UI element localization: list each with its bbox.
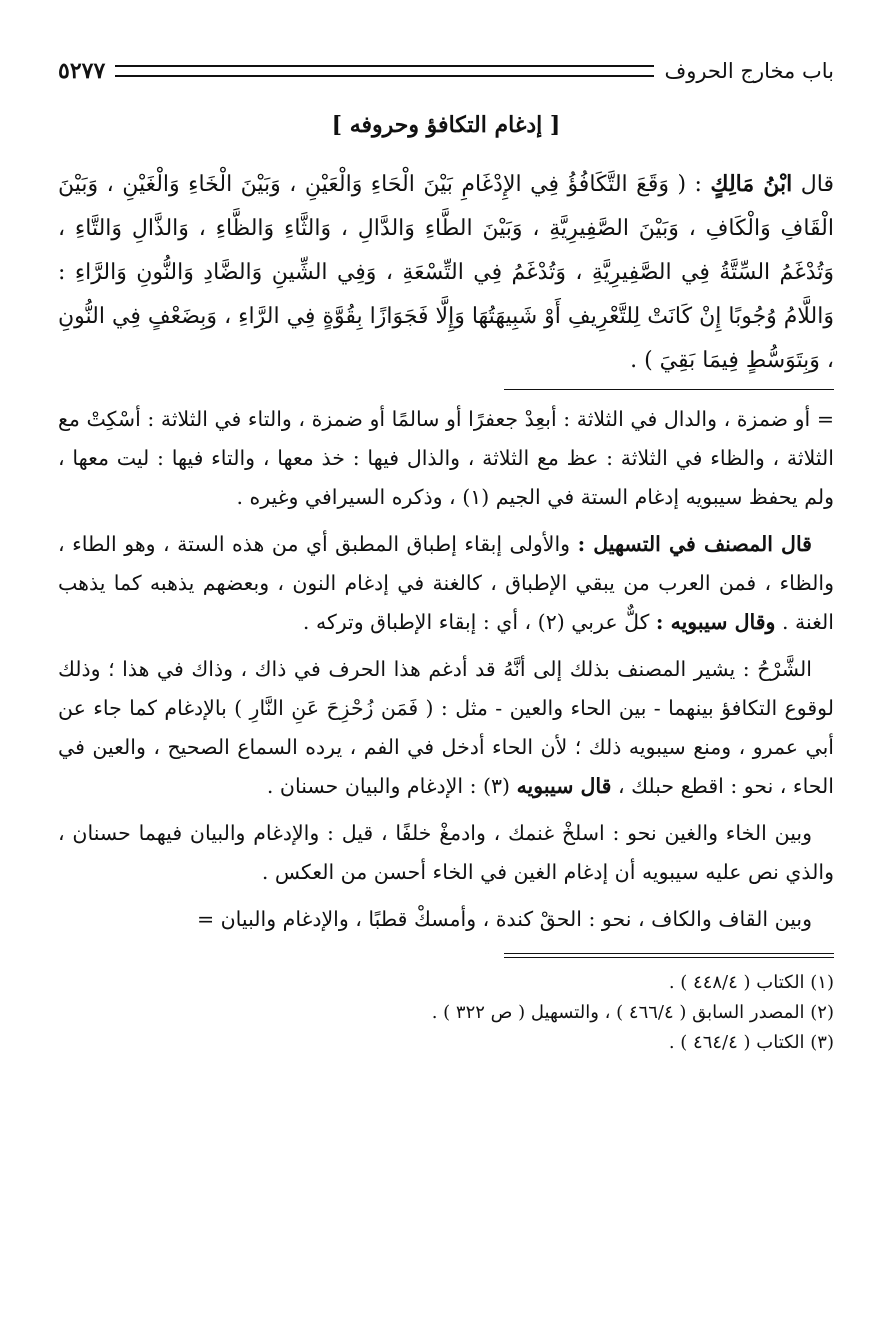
verse-body: : ( وَقَعَ التَّكَافُؤُ فِي الإِدْغَامِ بَيْنَ الْحَاءِ وَالْعَيْنِ ، وَبَيْنَ الْخَاءِ وَالْغَيْنِ ، وَبَيْنَ الْقَافِ وَالْكَافِ ، وَبَيْنَ الصَّفِيرِيَّةِ ، وَبَيْنَ الطَّاءِ وَالدَّالِ ، وَالثَّاءِ وَالظَّاءِ ، وَالذَّالِ وَالتَّاءِ ، وَتُدْغَمُ السِّتَّةُ فِي الصَّفِيرِيَّةِ ، وَتُدْغَمُ فِي التِّسْعَةِ ، وَفِي الشِّينِ وَالضَّادِ وَالنُّونِ وَالرَّاءِ : وَاللَّامُ وُجُوبًا إِنْ كَانَتْ لِلتَّعْرِيفِ أَوْ شَبِيهَتُهَا وَإِلَّا فَجَوَازًا بِقُوَّةٍ فِي الرَّاءِ ، وَبِضَعْفٍ فِي النُّونِ ، وَبِتَوَسُّطٍ فِيمَا بَقِيَ ) . (58, 172, 834, 373)
verse-lead: قال (800, 172, 834, 197)
header-rule (115, 65, 654, 77)
footnote-1: (١) الكتاب ( ٤٤٨/٤ ) . (668, 972, 834, 993)
commentary-paragraph-2 (58, 525, 834, 642)
footnote-3: (٣) الكتاب ( ٤٦٤/٤ ) . (668, 1032, 834, 1053)
commentary-paragraph-1: = أو ضمزة ، والدال في الثلاثة : أبعِدْ جعفرًا أو سالمًا أو ضمزة ، والتاء في الثلاثة : أسْكِتْ مع الثلاثة ، والظاء في الثلاثة : عظ مع الثلاثة ، والذال فيها : خذ معها ، والتاء فيها : ليت معها ، ولم يحفظ سيبويه إدغام الستة في الجيم (١) ، وذكره السيرافي وغيره . (58, 407, 834, 509)
commentary-paragraph-3 (58, 650, 834, 806)
verse-text (58, 162, 834, 383)
footnotes (58, 968, 834, 1058)
paragraph-3-text: : يشير المصنف بذلك إلى أنَّهُ قد أدغم هذا الحرف في ذاك ، وذاك في هذا ؛ وذلك لوقوع التكافؤ بينهما - بين الحاء والعين - مثل : ( فَمَن زُحْزِحَ عَنِ النَّارِ ) بالإدغام كما جاء عن أبي عمرو ، ومنع سيبويه ذلك ؛ لأن الحاء أدخل في الفم ، يرده السماع الصحيح ، والعين في الحاء ، نحو : اقطع حبلك ، (58, 657, 834, 798)
paragraph-2-label-2: وقال سيبويه : (655, 610, 776, 634)
paragraph-2-text: والأولى إبقاء إطباق المطبق أي من هذه الستة ، وهو الطاء ، والظاء ، فمن العرب من يبقي الإطباق ، كالغنة في إدغام النون ، وبعضهم يذهبه كما يذهب الغنة . (58, 532, 834, 634)
commentary (58, 400, 834, 939)
verse-divider (504, 389, 834, 390)
footnote-2: (٢) المصدر السابق ( ٤٦٦/٤ ) ، والتسهيل ( ص ٣٢٢ ) . (431, 1002, 834, 1023)
paragraph-3-label-2: قال سيبويه (516, 774, 612, 798)
paragraph-3-text-2: (٣) : الإدغام والبيان حسنان . (266, 774, 511, 798)
paragraph-2-label: قال المصنف في التسهيل : (577, 532, 812, 556)
page (58, 48, 834, 1318)
paragraph-2-text-2: كلٌّ عربي (٢) ، أي : إبقاء الإطباق وتركه . (302, 610, 650, 634)
commentary-paragraph-5: وبين القاف والكاف ، نحو : الحقْ كندة ، وأمسكْ قطبًا ، والإدغام والبيان = (196, 907, 812, 931)
section-title: [ إدغام التكافؤ وحروفه ] (331, 112, 561, 138)
commentary-paragraph-4: وبين الخاء والغين نحو : اسلخْ غنمك ، وادمغْ خلفًا ، قيل : والإدغام والبيان فيهما حسنان ، والذي نص عليه سيبويه أن إدغام الغين في الخاء أحسن من العكس . (58, 821, 834, 884)
sharh-label: الشَّرْحُ (757, 657, 812, 681)
page-number: ٥٢٧٧ (58, 58, 106, 84)
chapter-title: باب مخارج الحروف (664, 59, 834, 83)
footnote-divider (504, 953, 834, 958)
page-header (58, 48, 834, 94)
verse-author: ابْنُ مَالِكٍ (710, 171, 793, 197)
